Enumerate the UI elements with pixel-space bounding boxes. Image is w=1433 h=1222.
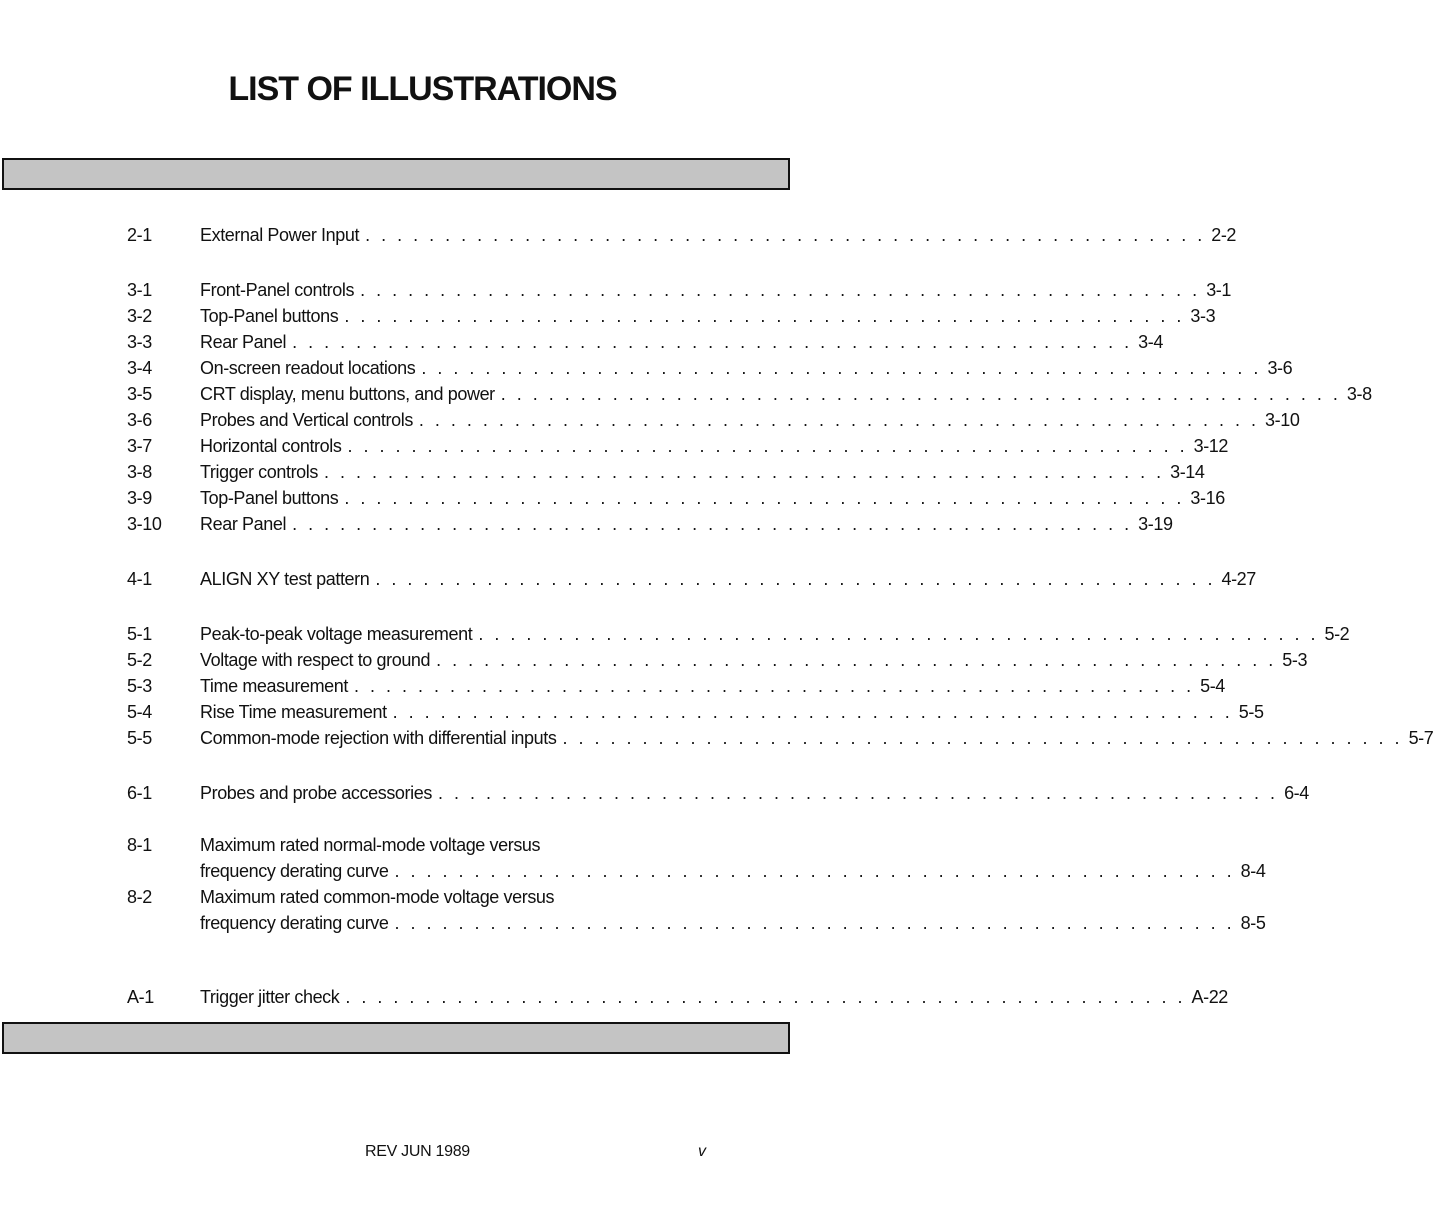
page-number: v bbox=[698, 1143, 706, 1160]
page-reference: 2-2 bbox=[1211, 225, 1237, 245]
figure-number: 8-1 bbox=[127, 835, 152, 855]
figure-number: 2-1 bbox=[127, 225, 152, 245]
page-reference: 5-4 bbox=[1200, 676, 1225, 696]
figure-title: CRT display, menu buttons, and power bbox=[200, 384, 495, 404]
figure-number: 5-5 bbox=[127, 728, 152, 748]
figure-number: 3-2 bbox=[127, 306, 152, 326]
figure-number: 6-1 bbox=[127, 783, 152, 803]
dot-leader: . . . . . . . . . . . . . . . . . . . . . . . . . . . . . . . . . . . . . . . . . . . . . . . . . . . . . bbox=[421, 358, 1262, 378]
dot-leader: . . . . . . . . . . . . . . . . . . . . . . . . . . . . . . . . . . . . . . . . . . . . . . . . . . . . . bbox=[436, 650, 1277, 670]
page-reference: 5-5 bbox=[1238, 702, 1264, 722]
page-title: LIST OF ILLUSTRATIONS bbox=[228, 70, 617, 108]
dot-leader: . . . . . . . . . . . . . . . . . . . . . . . . . . . . . . . . . . . . . . . . . . . . . . . . . . . . . bbox=[394, 913, 1235, 933]
dot-leader: . . . . . . . . . . . . . . . . . . . . . . . . . . . . . . . . . . . . . . . . . . . . . . . . . . . . . bbox=[365, 225, 1206, 245]
figure-title: Front-Panel controls bbox=[200, 280, 355, 300]
revision-date: REV JUN 1989 bbox=[365, 1143, 470, 1160]
figure-title: frequency derating curve bbox=[200, 861, 389, 881]
figure-number: 8-2 bbox=[127, 887, 152, 907]
figure-number: 3-4 bbox=[127, 358, 152, 378]
figure-title: On-screen readout locations bbox=[200, 358, 416, 378]
figure-number: 3-9 bbox=[127, 488, 152, 508]
figure-number: A-1 bbox=[127, 987, 154, 1007]
figure-title: Trigger jitter check bbox=[200, 987, 340, 1007]
dot-leader: . . . . . . . . . . . . . . . . . . . . . . . . . . . . . . . . . . . . . . . . . . . . . . . . . . . . . bbox=[323, 462, 1165, 482]
figure-title: Top-Panel buttons bbox=[200, 306, 339, 326]
page-reference: 3-12 bbox=[1193, 436, 1229, 456]
page-reference: 4-27 bbox=[1221, 569, 1256, 589]
dot-leader: . . . . . . . . . . . . . . . . . . . . . . . . . . . . . . . . . . . . . . . . . . . . . . . . . . . . . bbox=[500, 384, 1341, 404]
page-reference: 3-1 bbox=[1206, 280, 1232, 300]
dot-leader: . . . . . . . . . . . . . . . . . . . . . . . . . . . . . . . . . . . . . . . . . . . . . . . . . . . . . bbox=[394, 861, 1235, 881]
dot-leader: . . . . . . . . . . . . . . . . . . . . . . . . . . . . . . . . . . . . . . . . . . . . . . . . . . . . . bbox=[345, 987, 1186, 1007]
figure-title: Horizontal controls bbox=[200, 436, 342, 456]
header-rule-bar bbox=[2, 158, 790, 190]
figure-title: Probes and probe accessories bbox=[200, 783, 432, 803]
dot-leader: . . . . . . . . . . . . . . . . . . . . . . . . . . . . . . . . . . . . . . . . . . . . . . . . . . . . . bbox=[392, 702, 1233, 722]
dot-leader: . . . . . . . . . . . . . . . . . . . . . . . . . . . . . . . . . . . . . . . . . . . . . . . . . . . . . bbox=[562, 728, 1403, 748]
figure-number: 5-1 bbox=[127, 624, 152, 644]
dot-leader: . . . . . . . . . . . . . . . . . . . . . . . . . . . . . . . . . . . . . . . . . . . . . . . . . . . . . bbox=[478, 624, 1319, 644]
page-reference: A-22 bbox=[1191, 987, 1228, 1007]
figure-number: 5-3 bbox=[127, 676, 152, 696]
figure-title: Maximum rated normal-mode voltage versus bbox=[200, 835, 541, 855]
figure-title: Rear Panel bbox=[200, 332, 287, 352]
figure-title: ALIGN XY test pattern bbox=[200, 569, 370, 589]
page-reference: 3-4 bbox=[1138, 332, 1163, 352]
figure-number: 3-6 bbox=[127, 410, 152, 430]
dot-leader: . . . . . . . . . . . . . . . . . . . . . . . . . . . . . . . . . . . . . . . . . . . . . . . . . . . . . bbox=[292, 332, 1133, 352]
page-reference: 3-10 bbox=[1265, 410, 1300, 430]
figure-number: 3-7 bbox=[127, 436, 152, 456]
page-reference: 3-19 bbox=[1138, 514, 1173, 534]
dot-leader: . . . . . . . . . . . . . . . . . . . . . . . . . . . . . . . . . . . . . . . . . . . . . . . . . . . . . bbox=[344, 306, 1185, 326]
page-reference: 5-2 bbox=[1324, 624, 1350, 644]
figure-number: 3-5 bbox=[127, 384, 152, 404]
figure-title: frequency derating curve bbox=[200, 913, 389, 933]
dot-leader: . . . . . . . . . . . . . . . . . . . . . . . . . . . . . . . . . . . . . . . . . . . . . . . . . . . . . bbox=[347, 436, 1188, 456]
page-reference: 3-3 bbox=[1190, 306, 1216, 326]
figure-title: External Power Input bbox=[200, 225, 360, 245]
figure-number: 3-3 bbox=[127, 332, 152, 352]
dot-leader: . . . . . . . . . . . . . . . . . . . . . . . . . . . . . . . . . . . . . . . . . . . . . . . . . . . . . bbox=[292, 514, 1133, 534]
dot-leader: . . . . . . . . . . . . . . . . . . . . . . . . . . . . . . . . . . . . . . . . . . . . . . . . . . . . . bbox=[344, 488, 1185, 508]
page-reference: 8-5 bbox=[1240, 913, 1266, 933]
page-reference: 5-7 bbox=[1408, 728, 1433, 748]
figure-title: Rear Panel bbox=[200, 514, 287, 534]
page-reference: 3-14 bbox=[1170, 462, 1205, 482]
figure-number: 4-1 bbox=[127, 569, 152, 589]
figure-title: Trigger controls bbox=[200, 462, 318, 482]
dot-leader: . . . . . . . . . . . . . . . . . . . . . . . . . . . . . . . . . . . . . . . . . . . . . . . . . . . . . bbox=[437, 783, 1279, 803]
figure-title: Rise Time measurement bbox=[200, 702, 387, 722]
page-reference: 6-4 bbox=[1284, 783, 1309, 803]
figure-title: Maximum rated common-mode voltage versus bbox=[200, 887, 555, 907]
figure-number: 3-10 bbox=[127, 514, 162, 534]
figure-title: Voltage with respect to ground bbox=[200, 650, 431, 670]
page-reference: 8-4 bbox=[1240, 861, 1266, 881]
figure-title: Common-mode rejection with differential inputs bbox=[200, 728, 557, 748]
figure-number: 3-8 bbox=[127, 462, 152, 482]
figure-title: Top-Panel buttons bbox=[200, 488, 339, 508]
page-reference: 3-6 bbox=[1267, 358, 1293, 378]
page-reference: 3-16 bbox=[1190, 488, 1225, 508]
figure-number: 5-2 bbox=[127, 650, 152, 670]
page-reference: 5-3 bbox=[1282, 650, 1308, 670]
dot-leader: . . . . . . . . . . . . . . . . . . . . . . . . . . . . . . . . . . . . . . . . . . . . . . . . . . . . . bbox=[375, 569, 1216, 589]
dot-leader: . . . . . . . . . . . . . . . . . . . . . . . . . . . . . . . . . . . . . . . . . . . . . . . . . . . . . bbox=[418, 410, 1260, 430]
page-reference: 3-8 bbox=[1346, 384, 1372, 404]
figure-title: Peak-to-peak voltage measurement bbox=[200, 624, 473, 644]
footer-rule-bar bbox=[2, 1022, 790, 1054]
dot-leader: . . . . . . . . . . . . . . . . . . . . . . . . . . . . . . . . . . . . . . . . . . . . . . . . . . . . . bbox=[360, 280, 1201, 300]
figure-number: 5-4 bbox=[127, 702, 152, 722]
figure-number: 3-1 bbox=[127, 280, 152, 300]
figure-title: Probes and Vertical controls bbox=[200, 410, 413, 430]
dot-leader: . . . . . . . . . . . . . . . . . . . . . . . . . . . . . . . . . . . . . . . . . . . . . . . . . . . . . bbox=[353, 676, 1195, 696]
figure-title: Time measurement bbox=[200, 676, 348, 696]
